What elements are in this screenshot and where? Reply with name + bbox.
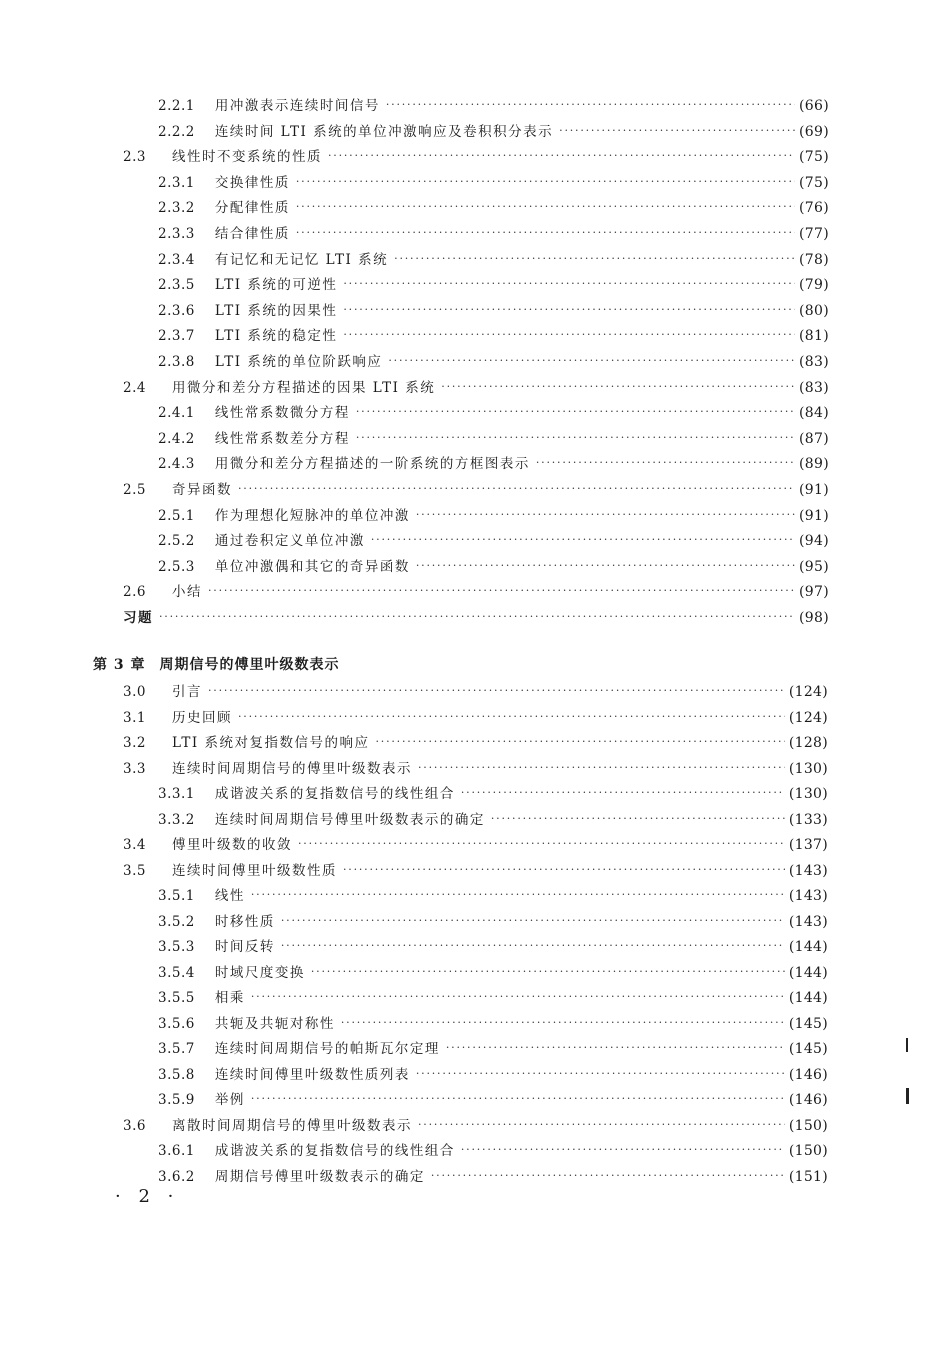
section-title: 连续时间傅里叶级数性质列表 bbox=[214, 1066, 410, 1083]
toc-entry bbox=[158, 451, 829, 473]
section-number: 2.5 bbox=[123, 482, 146, 498]
page-reference: (83) bbox=[799, 354, 829, 370]
section-number: 3.0 bbox=[123, 684, 146, 700]
toc-entry bbox=[158, 1138, 828, 1160]
section-title: 成谐波关系的复指数信号的线性组合 bbox=[214, 1143, 455, 1159]
dot-leader bbox=[311, 966, 785, 978]
section-number: 3.3.2 bbox=[158, 811, 195, 828]
dot-leader bbox=[159, 611, 795, 623]
section-title: LTI 系统对复指数信号的响应 bbox=[171, 735, 370, 751]
section-number: 2.3.5 bbox=[158, 277, 195, 294]
page-reference: (130) bbox=[788, 786, 828, 802]
section-number: 2.3 bbox=[123, 149, 146, 166]
dot-leader bbox=[296, 176, 795, 188]
page-reference: (146) bbox=[788, 1066, 828, 1083]
section-number: 3.2 bbox=[123, 735, 146, 751]
toc-entry bbox=[158, 934, 828, 956]
page-reference: (128) bbox=[788, 735, 828, 751]
toc-entry bbox=[123, 144, 829, 166]
section-title: 引言 bbox=[171, 684, 202, 700]
dot-leader bbox=[388, 355, 795, 367]
section-number: 3.5.1 bbox=[158, 888, 195, 904]
dot-leader bbox=[281, 915, 785, 927]
scan-artifact bbox=[906, 1088, 909, 1104]
dot-leader bbox=[208, 585, 795, 597]
section-number: 2.3.3 bbox=[158, 226, 195, 242]
dot-leader bbox=[431, 1170, 785, 1182]
dot-leader bbox=[356, 432, 795, 444]
page-reference: (144) bbox=[788, 964, 828, 981]
section-title: 习题 bbox=[123, 610, 153, 626]
section-number: 3.5 bbox=[123, 862, 146, 879]
dot-leader bbox=[386, 99, 795, 111]
toc-entry bbox=[123, 832, 828, 854]
page-reference: (151) bbox=[788, 1168, 828, 1185]
toc-entry bbox=[123, 858, 828, 880]
section-title: 交换律性质 bbox=[214, 174, 290, 191]
section-title: LTI 系统的可逆性 bbox=[214, 277, 338, 294]
toc-entry bbox=[158, 323, 829, 345]
section-title: 线性 bbox=[214, 888, 245, 904]
page-reference: (94) bbox=[799, 533, 829, 550]
toc-entry bbox=[158, 170, 829, 192]
toc-entry bbox=[158, 272, 829, 294]
section-number: 2.4 bbox=[123, 379, 146, 396]
section-title: 通过卷积定义单位冲激 bbox=[214, 533, 365, 550]
section-title: 时域尺度变换 bbox=[214, 964, 305, 981]
page-reference: (124) bbox=[788, 684, 828, 700]
page-reference: (75) bbox=[799, 174, 829, 191]
page-reference: (150) bbox=[788, 1117, 828, 1134]
toc-entry bbox=[158, 503, 829, 525]
dot-leader bbox=[375, 736, 784, 748]
toc-entry bbox=[158, 1164, 828, 1186]
section-title: 时移性质 bbox=[214, 913, 275, 930]
page-reference: (69) bbox=[799, 123, 829, 140]
section-number: 2.3.4 bbox=[158, 251, 195, 268]
dot-leader bbox=[343, 304, 795, 316]
section-number: 2.5.2 bbox=[158, 533, 195, 550]
page-reference: (145) bbox=[788, 1041, 828, 1057]
toc-entry bbox=[123, 1113, 828, 1135]
dot-leader bbox=[343, 864, 785, 876]
page-reference: (78) bbox=[799, 251, 829, 268]
section-title: 离散时间周期信号的傅里叶级数表示 bbox=[171, 1117, 412, 1134]
section-title: 举例 bbox=[214, 1092, 245, 1108]
section-number: 3.3.1 bbox=[158, 786, 195, 802]
dot-leader bbox=[446, 1042, 785, 1054]
toc-entry bbox=[158, 909, 828, 931]
page-reference: (146) bbox=[788, 1092, 828, 1108]
toc-entry bbox=[123, 579, 829, 601]
page-reference: (75) bbox=[799, 149, 829, 166]
section-title: 连续时间傅里叶级数性质 bbox=[171, 862, 337, 879]
dot-leader bbox=[208, 685, 785, 697]
dot-leader bbox=[238, 711, 785, 723]
section-title: 共轭及共轭对称性 bbox=[214, 1015, 335, 1032]
section-number: 3.5.8 bbox=[158, 1066, 195, 1083]
toc-entry bbox=[158, 883, 828, 905]
page-reference: (98) bbox=[799, 610, 829, 626]
toc-entry bbox=[158, 426, 829, 448]
dot-leader bbox=[296, 227, 795, 239]
section-number: 2.3.6 bbox=[158, 302, 195, 319]
toc-entry bbox=[158, 93, 829, 115]
page-reference: (83) bbox=[799, 379, 829, 396]
section-title: 用微分和差分方程描述的一阶系统的方框图表示 bbox=[214, 456, 530, 473]
toc-entry bbox=[123, 756, 828, 778]
section-number: 3.5.4 bbox=[158, 964, 195, 981]
section-title: 奇异函数 bbox=[171, 482, 232, 498]
dot-leader bbox=[394, 253, 795, 265]
toc-entry bbox=[158, 1036, 828, 1058]
dot-leader bbox=[441, 381, 795, 393]
section-title: LTI 系统的稳定性 bbox=[214, 328, 338, 345]
section-number: 2.6 bbox=[123, 584, 146, 601]
toc-entry bbox=[158, 400, 829, 422]
dot-leader bbox=[238, 483, 795, 495]
section-number: 2.4.3 bbox=[158, 456, 195, 473]
toc-entry bbox=[158, 119, 829, 141]
section-number: 3.6.1 bbox=[158, 1143, 195, 1159]
page-reference: (91) bbox=[799, 507, 829, 524]
section-title: 用微分和差分方程描述的因果 LTI 系统 bbox=[171, 379, 436, 396]
section-number: 2.3.2 bbox=[158, 200, 195, 217]
dot-leader bbox=[341, 1017, 785, 1029]
section-title: 用冲激表示连续时间信号 bbox=[214, 98, 380, 114]
toc-entry bbox=[158, 221, 829, 243]
chapter-heading bbox=[93, 654, 340, 674]
page-reference: (97) bbox=[799, 584, 829, 601]
section-title: 线性常系数微分方程 bbox=[214, 405, 350, 422]
section-title: 成谐波关系的复指数信号的线性组合 bbox=[214, 786, 455, 802]
page-reference: (144) bbox=[788, 939, 828, 955]
toc-entry bbox=[158, 247, 829, 269]
dot-leader bbox=[251, 991, 785, 1003]
section-number: 3.5.5 bbox=[158, 990, 195, 1006]
dot-leader bbox=[416, 509, 795, 521]
page-reference: (130) bbox=[788, 760, 828, 777]
page-reference: (76) bbox=[799, 200, 829, 217]
section-title: 分配律性质 bbox=[214, 200, 290, 217]
section-number: 2.4.1 bbox=[158, 405, 195, 422]
dot-leader bbox=[461, 1144, 785, 1156]
toc-entry bbox=[123, 730, 828, 752]
section-title: 傅里叶级数的收敛 bbox=[171, 837, 292, 853]
dot-leader bbox=[281, 940, 785, 952]
page-reference: (87) bbox=[799, 430, 829, 447]
page-reference: (77) bbox=[799, 226, 829, 242]
page-reference: (84) bbox=[799, 405, 829, 422]
section-title: 线性常系数差分方程 bbox=[214, 430, 350, 447]
page-reference: (133) bbox=[788, 811, 828, 828]
dot-leader bbox=[416, 1068, 785, 1080]
section-number: 3.5.2 bbox=[158, 913, 195, 930]
dot-leader bbox=[371, 534, 795, 546]
page-reference: (145) bbox=[788, 1015, 828, 1032]
section-title: 时间反转 bbox=[214, 939, 275, 955]
toc-entry bbox=[158, 985, 828, 1007]
section-number: 2.2.2 bbox=[158, 123, 195, 140]
dot-leader bbox=[251, 1093, 785, 1105]
section-title: 连续时间 LTI 系统的单位冲激响应及卷积积分表示 bbox=[214, 123, 554, 140]
page-reference: (124) bbox=[788, 709, 828, 726]
section-number: 3.6 bbox=[123, 1117, 146, 1134]
page-reference: (150) bbox=[788, 1143, 828, 1159]
toc-entry bbox=[123, 679, 828, 701]
section-title: 连续时间周期信号傅里叶级数表示的确定 bbox=[214, 811, 485, 828]
toc-entry bbox=[158, 1087, 828, 1109]
scan-artifact bbox=[906, 1038, 908, 1052]
section-title: 相乘 bbox=[214, 990, 245, 1006]
section-title: 线性时不变系统的性质 bbox=[171, 149, 322, 166]
section-number: 3.5.3 bbox=[158, 939, 195, 955]
section-number: 3.5.9 bbox=[158, 1092, 195, 1108]
section-title: 单位冲激偶和其它的奇异函数 bbox=[214, 558, 410, 575]
chapter-label: 第 3 章 bbox=[93, 657, 146, 673]
toc-entry bbox=[158, 807, 828, 829]
section-number: 3.6.2 bbox=[158, 1168, 195, 1185]
section-number: 2.3.8 bbox=[158, 354, 195, 370]
section-title: 结合律性质 bbox=[214, 226, 290, 242]
section-number: 2.3.7 bbox=[158, 328, 195, 345]
toc-entry bbox=[158, 528, 829, 550]
page-reference: (80) bbox=[799, 302, 829, 319]
section-number: 2.5.1 bbox=[158, 507, 195, 524]
toc-entry bbox=[123, 605, 829, 627]
section-number: 2.5.3 bbox=[158, 558, 195, 575]
section-title: 小结 bbox=[171, 584, 202, 601]
toc-entry bbox=[123, 705, 828, 727]
section-number: 2.2.1 bbox=[158, 98, 195, 114]
section-number: 3.4 bbox=[123, 837, 146, 853]
toc-entry bbox=[158, 195, 829, 217]
dot-leader bbox=[416, 560, 795, 572]
section-title: LTI 系统的单位阶跃响应 bbox=[214, 354, 383, 370]
dot-leader bbox=[296, 201, 795, 213]
page-reference: (143) bbox=[788, 862, 828, 879]
section-title: 连续时间周期信号的帕斯瓦尔定理 bbox=[214, 1041, 440, 1057]
toc-entry bbox=[158, 554, 829, 576]
chapter-title: 周期信号的傅里叶级数表示 bbox=[159, 657, 340, 673]
section-number: 3.3 bbox=[123, 760, 146, 777]
section-title: LTI 系统的因果性 bbox=[214, 302, 338, 319]
section-number: 3.5.7 bbox=[158, 1041, 195, 1057]
section-title: 连续时间周期信号的傅里叶级数表示 bbox=[171, 760, 412, 777]
toc-entry bbox=[158, 349, 829, 371]
page-reference: (95) bbox=[799, 558, 829, 575]
toc-entry bbox=[158, 298, 829, 320]
page-number: · 2 · bbox=[115, 1186, 180, 1207]
dot-leader bbox=[343, 329, 795, 341]
page-reference: (144) bbox=[788, 990, 828, 1006]
dot-leader bbox=[251, 889, 785, 901]
dot-leader bbox=[356, 406, 795, 418]
dot-leader bbox=[343, 278, 795, 290]
page-reference: (143) bbox=[788, 888, 828, 904]
page-reference: (89) bbox=[799, 456, 829, 473]
dot-leader bbox=[559, 125, 795, 137]
section-title: 作为理想化短脉冲的单位冲激 bbox=[214, 507, 410, 524]
page-reference: (143) bbox=[788, 913, 828, 930]
page-reference: (91) bbox=[799, 482, 829, 498]
dot-leader bbox=[418, 762, 785, 774]
toc-entry bbox=[158, 781, 828, 803]
toc-entry bbox=[123, 477, 829, 499]
dot-leader bbox=[491, 813, 785, 825]
section-number: 2.3.1 bbox=[158, 174, 195, 191]
dot-leader bbox=[461, 787, 785, 799]
section-title: 周期信号傅里叶级数表示的确定 bbox=[214, 1168, 425, 1185]
section-title: 历史回顾 bbox=[171, 709, 232, 726]
toc-entry bbox=[158, 1062, 828, 1084]
page-reference: (137) bbox=[788, 837, 828, 853]
section-number: 2.4.2 bbox=[158, 430, 195, 447]
dot-leader bbox=[298, 838, 785, 850]
toc-entry bbox=[158, 960, 828, 982]
page-reference: (66) bbox=[799, 98, 829, 114]
section-number: 3.5.6 bbox=[158, 1015, 195, 1032]
dot-leader bbox=[328, 150, 795, 162]
section-title: 有记忆和无记忆 LTI 系统 bbox=[214, 251, 389, 268]
page-reference: (79) bbox=[799, 277, 829, 294]
toc-entry bbox=[123, 375, 829, 397]
toc-entry bbox=[158, 1011, 828, 1033]
page-reference: (81) bbox=[799, 328, 829, 345]
dot-leader bbox=[536, 457, 795, 469]
section-number: 3.1 bbox=[123, 709, 146, 726]
dot-leader bbox=[418, 1119, 785, 1131]
